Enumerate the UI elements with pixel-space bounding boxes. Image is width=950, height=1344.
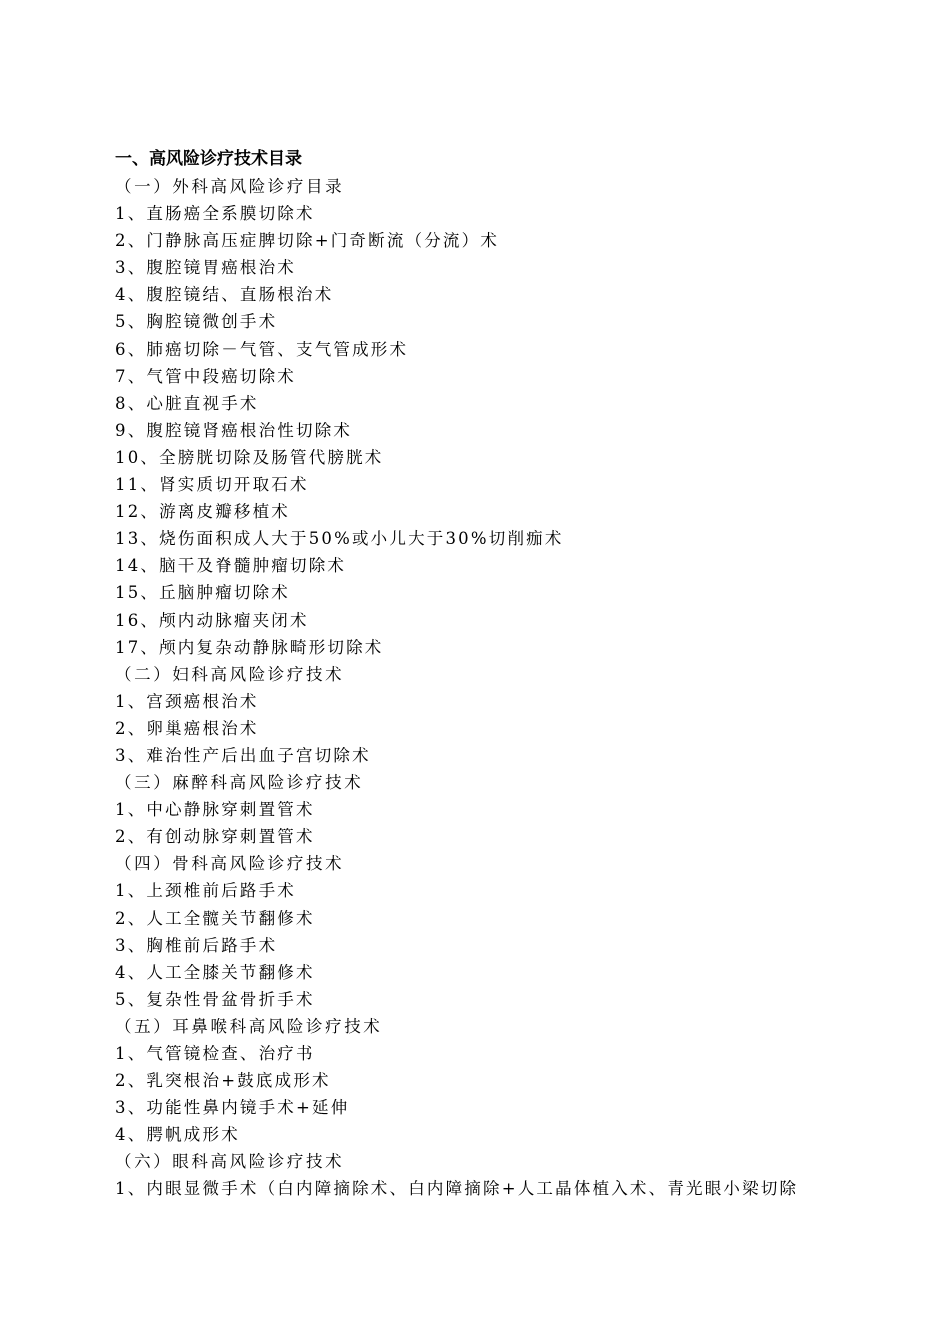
list-item: 5、复杂性骨盆骨折手术 (115, 989, 315, 1009)
list-item: 9、腹腔镜肾癌根治性切除术 (115, 420, 353, 440)
list-item: 1、上颈椎前后路手术 (115, 881, 296, 901)
list-item: 3、胸椎前后路手术 (115, 935, 278, 955)
list-item: 4、腭帆成形术 (115, 1125, 240, 1145)
list-item: 12、游离皮瓣移植术 (115, 502, 290, 522)
document-content (115, 146, 895, 1203)
list-item: 16、颅内动脉瘤夹闭术 (115, 610, 309, 630)
list-item: 4、腹腔镜结、直肠根治术 (115, 285, 334, 305)
list-item: 1、中心静脉穿刺置管术 (115, 800, 315, 820)
section-heading: （五）耳鼻喉科高风险诊疗技术 (115, 1016, 383, 1036)
list-item: 13、烧伤面积成人大于50%或小儿大于30%切削痂术 (115, 529, 564, 549)
list-item: 3、功能性鼻内镜手术+延伸 (115, 1098, 350, 1118)
list-item: 1、直肠癌全系膜切除术 (115, 204, 315, 224)
list-item: 1、气管镜检查、治疗书 (115, 1044, 315, 1063)
section-heading: （三）麻醉科高风险诊疗技术 (115, 773, 364, 793)
list-item: 17、颅内复杂动静脉畸形切除术 (115, 637, 384, 657)
list-item: 6、肺癌切除－气管、支气管成形术 (115, 339, 409, 359)
list-item: 3、腹腔镜胃癌根治术 (115, 258, 296, 278)
list-item: 2、卵巢癌根治术 (115, 718, 259, 738)
section-heading: （六）眼科高风险诊疗技术 (115, 1152, 345, 1172)
list-item: 3、难治性产后出血子宫切除术 (115, 745, 371, 765)
catalog-list (115, 173, 895, 1203)
list-item: 15、丘脑肿瘤切除术 (115, 583, 290, 603)
list-item: 1、内眼显微手术（白内障摘除术、白内障摘除+人工晶体植入术、青光眼小梁切除 (115, 1179, 799, 1199)
list-item: 2、人工全髋关节翻修术 (115, 908, 315, 928)
list-item: 7、气管中段癌切除术 (115, 366, 296, 386)
list-item: 2、有创动脉穿刺置管术 (115, 827, 315, 847)
list-item: 11、肾实质切开取石术 (115, 475, 309, 495)
section-heading: （四）骨科高风险诊疗技术 (115, 854, 345, 874)
list-item: 2、乳突根治+鼓底成形术 (115, 1071, 331, 1091)
list-item: 10、全膀胱切除及肠管代膀胱术 (115, 447, 384, 467)
section-heading: （二）妇科高风险诊疗技术 (115, 664, 345, 684)
section-heading: （一）外科高风险诊疗目录 (115, 177, 345, 196)
document-heading: 一、高风险诊疗技术目录 (115, 149, 302, 169)
list-item: 2、门静脉高压症脾切除+门奇断流（分流）术 (115, 231, 500, 251)
list-item: 5、胸腔镜微创手术 (115, 312, 278, 332)
list-item: 4、人工全膝关节翻修术 (115, 962, 315, 982)
list-item: 14、脑干及脊髓肿瘤切除术 (115, 556, 347, 576)
list-item: 8、心脏直视手术 (115, 393, 259, 413)
list-item: 1、宫颈癌根治术 (115, 691, 259, 711)
